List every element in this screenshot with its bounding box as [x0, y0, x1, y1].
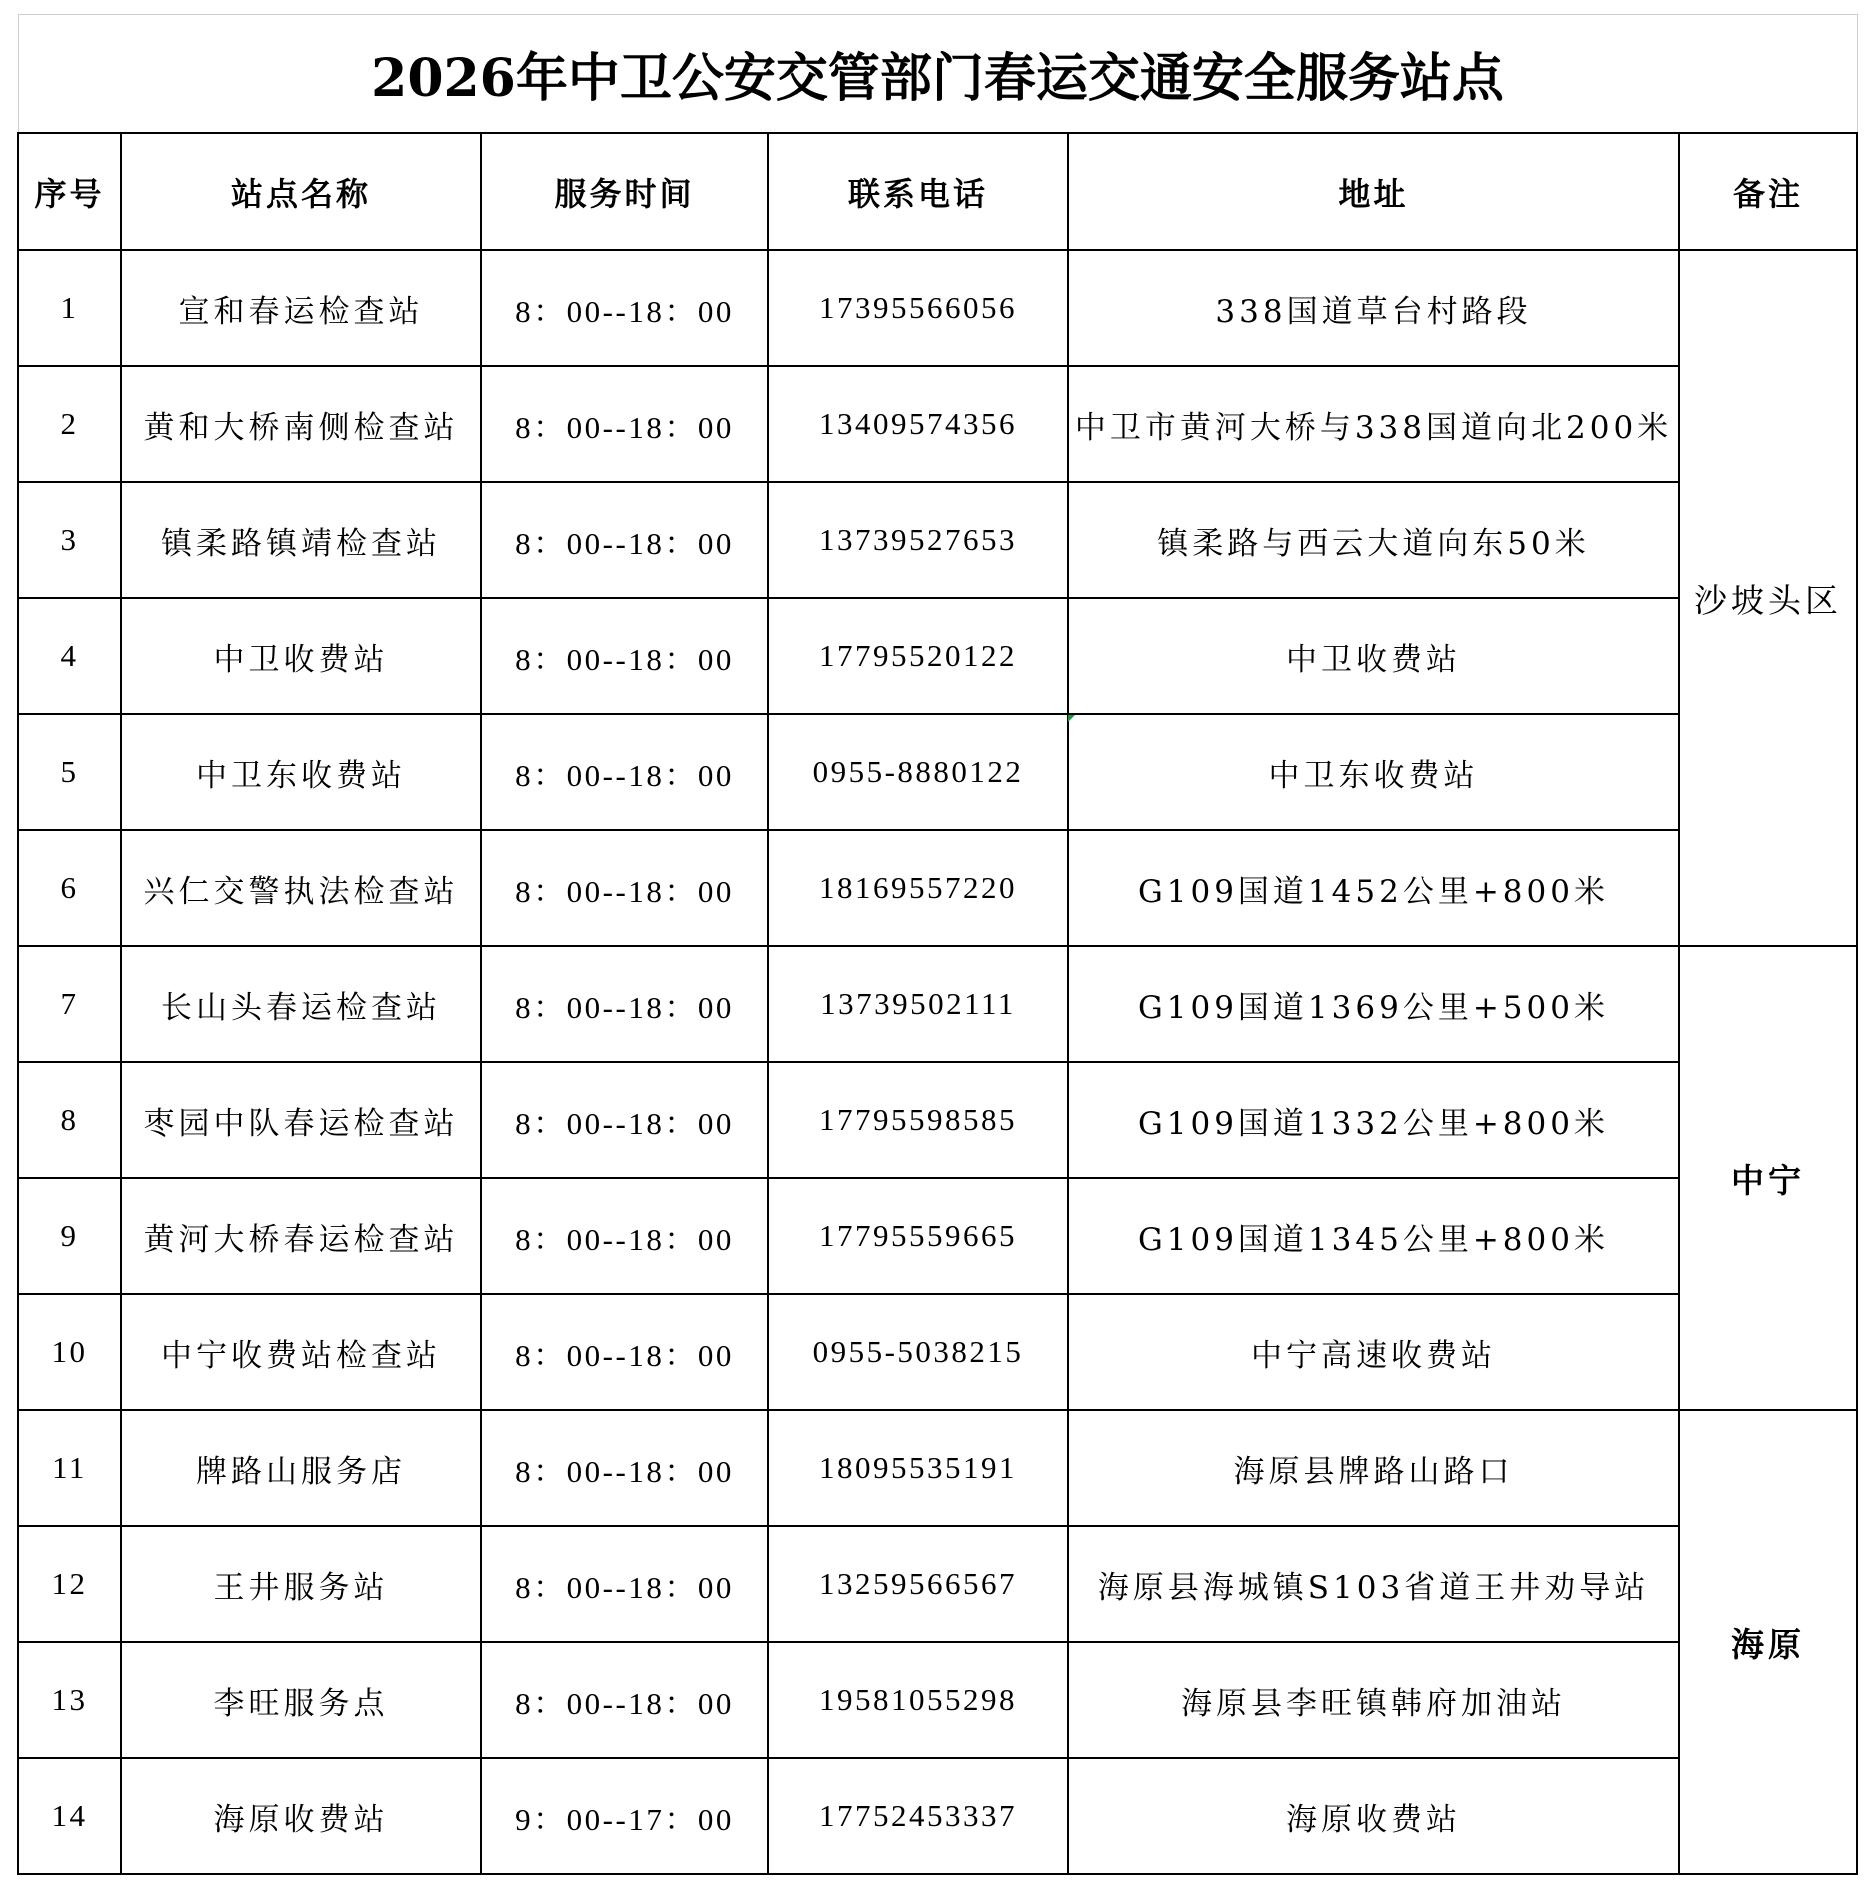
table-row — [18, 250, 1857, 366]
station-name-cell: 宣和春运检查站 — [121, 250, 481, 366]
header-phone: 联系电话 — [768, 133, 1068, 250]
station-name-cell: 海原收费站 — [121, 1758, 481, 1874]
address-cell: G109国道1345公里+800米 — [1068, 1178, 1679, 1294]
service-time-cell: 8：00--18：00 — [481, 1526, 768, 1642]
station-name-cell: 兴仁交警执法检查站 — [121, 830, 481, 946]
row-number-cell: 11 — [18, 1410, 121, 1526]
table-row — [18, 1526, 1857, 1642]
service-time-cell: 8：00--18：00 — [481, 1178, 768, 1294]
service-time-cell: 8：00--18：00 — [481, 946, 768, 1062]
row-number-cell: 3 — [18, 482, 121, 598]
table-row — [18, 1178, 1857, 1294]
station-name-cell: 中卫收费站 — [121, 598, 481, 714]
page-title: 2026年中卫公安交管部门春运交通安全服务站点 — [18, 15, 1857, 134]
phone-cell: 0955-5038215 — [768, 1294, 1068, 1410]
service-time-cell: 8：00--18：00 — [481, 1410, 768, 1526]
row-number-cell: 2 — [18, 366, 121, 482]
service-station-table — [17, 14, 1858, 1875]
address-cell: 中卫收费站 — [1068, 598, 1679, 714]
phone-cell: 18169557220 — [768, 830, 1068, 946]
address-cell: G109国道1452公里+800米 — [1068, 830, 1679, 946]
row-number-cell: 1 — [18, 250, 121, 366]
service-time-cell: 8：00--18：00 — [481, 1294, 768, 1410]
remark-cell: 沙坡头区 — [1679, 250, 1857, 946]
address-cell: G109国道1369公里+500米 — [1068, 946, 1679, 1062]
address-cell: 中宁高速收费站 — [1068, 1294, 1679, 1410]
address-cell: 338国道草台村路段 — [1068, 250, 1679, 366]
header-no: 序号 — [18, 133, 121, 250]
row-number-cell: 9 — [18, 1178, 121, 1294]
row-number-cell: 4 — [18, 598, 121, 714]
station-name-cell: 中宁收费站检查站 — [121, 1294, 481, 1410]
station-name-cell: 黄河大桥春运检查站 — [121, 1178, 481, 1294]
table-row — [18, 714, 1857, 830]
row-number-cell: 8 — [18, 1062, 121, 1178]
header-name: 站点名称 — [121, 133, 481, 250]
address-cell: 海原县牌路山路口 — [1068, 1410, 1679, 1526]
station-name-cell: 中卫东收费站 — [121, 714, 481, 830]
header-time: 服务时间 — [481, 133, 768, 250]
phone-cell: 17795559665 — [768, 1178, 1068, 1294]
row-number-cell: 7 — [18, 946, 121, 1062]
row-number-cell: 6 — [18, 830, 121, 946]
header-address: 地址 — [1068, 133, 1679, 250]
phone-cell: 17795598585 — [768, 1062, 1068, 1178]
remark-cell: 海原 — [1679, 1410, 1857, 1874]
row-number-cell: 13 — [18, 1642, 121, 1758]
table-row — [18, 1642, 1857, 1758]
phone-cell: 13409574356 — [768, 366, 1068, 482]
address-cell: 海原县李旺镇韩府加油站 — [1068, 1642, 1679, 1758]
phone-cell: 13259566567 — [768, 1526, 1068, 1642]
station-name-cell: 长山头春运检查站 — [121, 946, 481, 1062]
table-row — [18, 1294, 1857, 1410]
row-number-cell: 10 — [18, 1294, 121, 1410]
table-row — [18, 482, 1857, 598]
station-name-cell: 黄和大桥南侧检查站 — [121, 366, 481, 482]
table-body — [18, 250, 1857, 1874]
phone-cell: 13739502111 — [768, 946, 1068, 1062]
address-cell: 镇柔路与西云大道向东50米 — [1068, 482, 1679, 598]
table-row — [18, 366, 1857, 482]
table-row — [18, 1410, 1857, 1526]
service-time-cell: 8：00--18：00 — [481, 1642, 768, 1758]
address-cell: 中卫市黄河大桥与338国道向北200米 — [1068, 366, 1679, 482]
service-time-cell: 8：00--18：00 — [481, 366, 768, 482]
station-name-cell: 王井服务站 — [121, 1526, 481, 1642]
phone-cell: 17752453337 — [768, 1758, 1068, 1874]
table-row — [18, 1758, 1857, 1874]
address-cell: 海原收费站 — [1068, 1758, 1679, 1874]
header-remark: 备注 — [1679, 133, 1857, 250]
phone-cell: 0955-8880122 — [768, 714, 1068, 830]
table-row — [18, 598, 1857, 714]
row-number-cell: 12 — [18, 1526, 121, 1642]
title-row — [18, 15, 1857, 134]
service-time-cell: 8：00--18：00 — [481, 598, 768, 714]
address-cell: G109国道1332公里+800米 — [1068, 1062, 1679, 1178]
address-cell: 海原县海城镇S103省道王井劝导站 — [1068, 1526, 1679, 1642]
service-time-cell: 8：00--18：00 — [481, 714, 768, 830]
service-time-cell: 8：00--18：00 — [481, 250, 768, 366]
station-name-cell: 牌路山服务店 — [121, 1410, 481, 1526]
phone-cell: 19581055298 — [768, 1642, 1068, 1758]
service-time-cell: 8：00--18：00 — [481, 482, 768, 598]
row-number-cell: 5 — [18, 714, 121, 830]
header-row — [18, 133, 1857, 250]
row-number-cell: 14 — [18, 1758, 121, 1874]
station-name-cell: 李旺服务点 — [121, 1642, 481, 1758]
service-time-cell: 9：00--17：00 — [481, 1758, 768, 1874]
station-name-cell: 镇柔路镇靖检查站 — [121, 482, 481, 598]
table-row — [18, 830, 1857, 946]
station-name-cell: 枣园中队春运检查站 — [121, 1062, 481, 1178]
phone-cell: 17395566056 — [768, 250, 1068, 366]
cell-indicator-icon — [1068, 715, 1075, 722]
table-row — [18, 1062, 1857, 1178]
address-cell: 中卫东收费站 — [1068, 714, 1679, 830]
service-time-cell: 8：00--18：00 — [481, 1062, 768, 1178]
remark-cell: 中宁 — [1679, 946, 1857, 1410]
table-row — [18, 946, 1857, 1062]
phone-cell: 17795520122 — [768, 598, 1068, 714]
phone-cell: 18095535191 — [768, 1410, 1068, 1526]
phone-cell: 13739527653 — [768, 482, 1068, 598]
service-time-cell: 8：00--18：00 — [481, 830, 768, 946]
